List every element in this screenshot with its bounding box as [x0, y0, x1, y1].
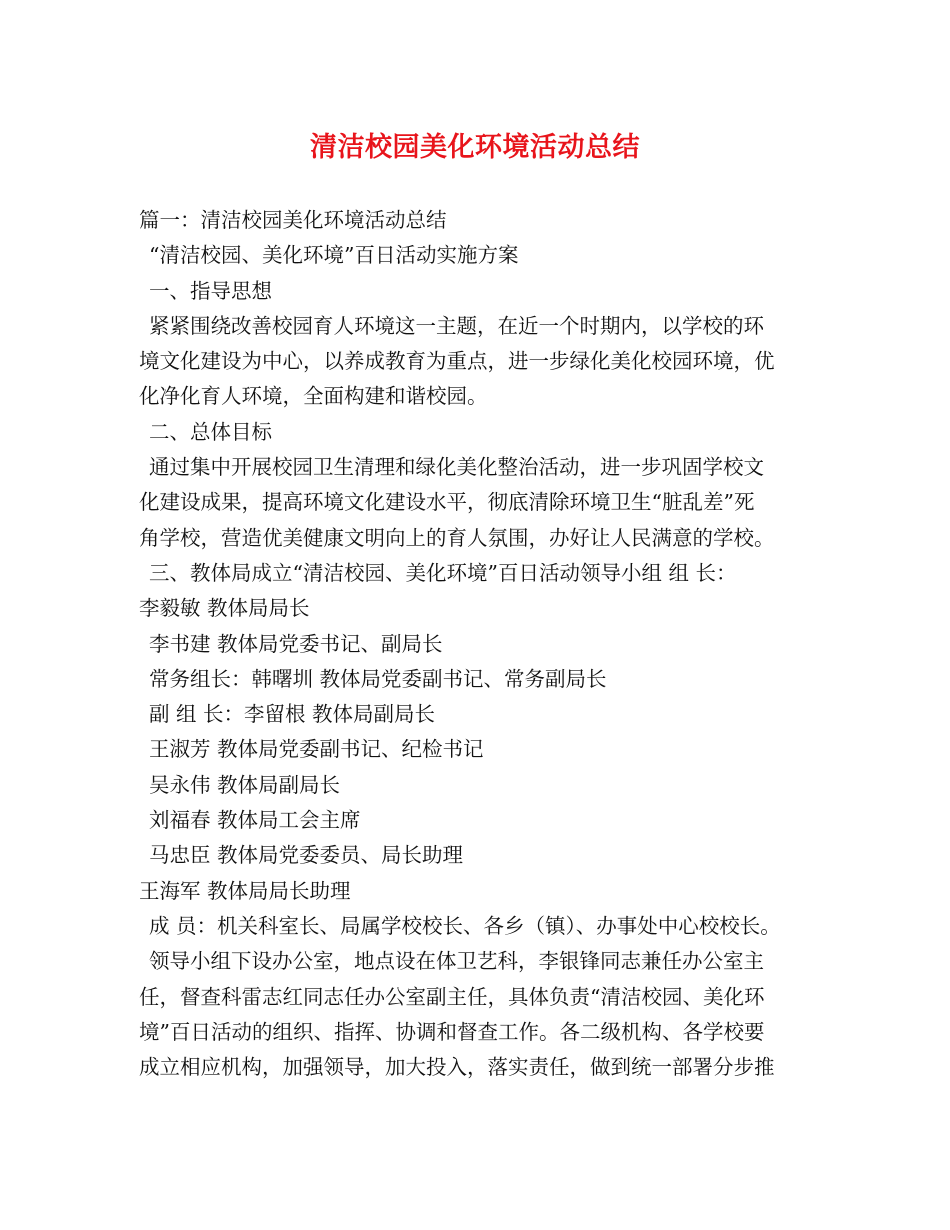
document-line: 通过集中开展校园卫生清理和绿化美化整治活动，进一步巩固学校文: [149, 455, 764, 480]
document-line: 常务组长：韩曙圳 教体局党委副书记、常务副局长: [149, 666, 607, 691]
document-line: 任，督查科雷志红同志任办公室副主任，具体负责“清洁校园、美化环: [139, 984, 765, 1009]
document-line: 吴永伟 教体局副局长: [149, 772, 341, 797]
document-line: 成 员：机关科室长、局属学校校长、各乡（镇）、办事处中心校校长。: [149, 913, 781, 938]
document-line: 刘福春 教体局工会主席: [149, 808, 361, 833]
document-line: 领导小组下设办公室，地点设在体卫艺科，李银锋同志兼任办公室主: [149, 949, 764, 974]
document-line: 王淑芳 教体局党委副书记、纪检书记: [149, 737, 484, 762]
document-line: 篇一：清洁校园美化环境活动总结: [139, 208, 447, 232]
document-title: 清洁校园美化环境活动总结: [310, 132, 640, 163]
document-line: 境文化建设为中心，以养成教育为重点，进一步绿化美化校园环境，优: [139, 349, 775, 374]
document-line: “清洁校园、美化环境”百日活动实施方案: [149, 243, 519, 268]
document-line: 成立相应机构，加强领导，加大投入，落实责任，做到统一部署分步推: [139, 1055, 775, 1080]
document-line: 化净化育人环境，全面构建和谐校园。: [139, 384, 488, 409]
document-line: 角学校，营造优美健康文明向上的育人氛围，办好让人民满意的学校。: [139, 525, 775, 550]
document-body: [139, 203, 829, 1085]
document-line: 一、指导思想: [149, 278, 272, 303]
document-line: 境”百日活动的组织、指挥、协调和督查工作。各二级机构、各学校要: [139, 1019, 765, 1044]
document-line: 李毅敏 教体局局长: [139, 596, 310, 621]
document-line: 化建设成果，提高环境文化建设水平，彻底清除环境卫生“脏乱差”死: [139, 490, 755, 515]
document-line: 副 组 长：李留根 教体局副局长: [149, 702, 436, 727]
document-line: 三、教体局成立“清洁校园、美化环境”百日活动领导小组 组 长：: [149, 560, 737, 585]
document-line: 王海军 教体局局长助理: [139, 878, 351, 903]
document-line: 马忠臣 教体局党委委员、局长助理: [149, 843, 464, 868]
document-line: 二、总体目标: [149, 419, 272, 444]
document-line: 紧紧围绕改善校园育人环境这一主题，在近一个时期内，以学校的环: [149, 313, 764, 338]
document-line: 李书建 教体局党委书记、副局长: [149, 631, 443, 656]
